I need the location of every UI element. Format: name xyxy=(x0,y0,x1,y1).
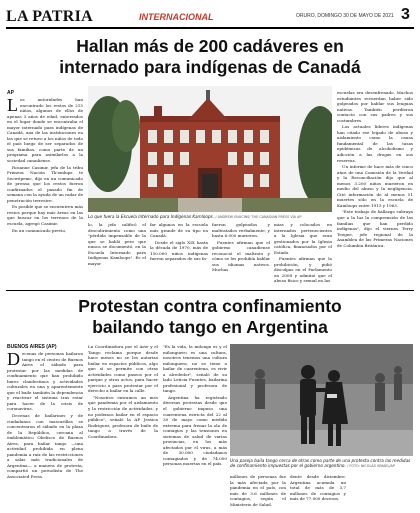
article1-paragraph: Un informe de hace más de cinco años de una Comisión de la Verdad y la Reconciliación dijo que al menos 3.200 niños murieron en medio del abuso y la negligencia. Citó información de al menos 51 muertes sólo en la escuela de Kamloops entre 1915 y 1963. xyxy=(337,164,413,208)
article1-headline-line1: Hallan más de 200 cadáveres en xyxy=(76,36,344,56)
dateline: ORURO, DOMINGO 30 DE MAYO DE 2021 xyxy=(296,13,394,19)
article2-dropcap: D xyxy=(7,351,20,369)
article1-photo xyxy=(88,86,332,212)
article1-paragraph: lo, la jefa calificó el descubrimiento como una "pérdida impensable de la que se habló pero que nunca se documentó, en la Escuela Internado para Indígenas Kamloops". Es el mayor xyxy=(88,222,146,266)
article2-photo xyxy=(230,344,413,456)
article1-paragraph: far algunos en la escuela más grande de su tipo en Canadá. xyxy=(150,222,208,239)
article1-paragraph: Los actuales líderes indígenas han citado ese legado de abuso y aislamiento como la causa fundamental de las tasas epidémicas de alcoholismo y adicción a las drogas en sus reservas. xyxy=(337,124,413,163)
article1-dropcap: L xyxy=(7,97,18,115)
article2-column-1 xyxy=(7,351,83,507)
article1-caption-text: Lo que fuera la Escuela Internado para Indígenas Kamloops. xyxy=(88,214,215,219)
article1-paragraph: fueron golpeados y maltratados verbalmente, y hasta 6.000 murieron. xyxy=(212,222,270,239)
article1-column-3 xyxy=(150,222,208,287)
article1-column-4 xyxy=(212,222,270,287)
article1-column-2 xyxy=(88,222,146,287)
article1-paragraph: Desde el siglo XIX hasta la década de 1970, más de 150.000 niños indígenas fueron separados de sus fa- xyxy=(150,239,208,262)
article2-byline: BUENOS AIRES (AP) xyxy=(7,344,57,350)
article1-paragraph: "Este trabajo de hallazgo subraya que a la luz la comprensión de las familias que han perdido indígenas", dijo el viernes Terry Teegee, jefe regional de la Asamblea de las Primeras Naciones de Columbia Británica. xyxy=(337,209,413,248)
school-building-photo xyxy=(88,86,332,212)
section-label: INTERNACIONAL xyxy=(139,12,214,22)
article1-column-5 xyxy=(274,222,332,287)
article2-column-4 xyxy=(230,474,286,508)
article1-paragraph: En un comunicado previo, xyxy=(12,227,67,233)
page-number: 3 xyxy=(401,6,410,23)
article2-column-5 xyxy=(290,474,346,508)
masthead: LA PATRIA xyxy=(6,8,94,25)
article1-column-6 xyxy=(337,90,413,287)
article1-photo-credit: / ANDREW SNUCINS/ THE CANADIAN PRESS VÍA AP xyxy=(215,215,302,219)
article2-paragraph: La Coordinadora por el Arte y el Tango reclama porque desde hace meses no se les autoriza bailar en espacios públicos, algo que sí se permite con otras actividades como paseos por el parque y otros actos, para hacer ejercicio o para protestar por el derecho a bailar en la calle. xyxy=(88,344,158,394)
article1-paragraph: Fuentes afirman que la prohibición, y pidió disculpas en el Parlamento en 2008 y admitió que el abuso físico y sexual en las xyxy=(274,256,332,284)
header-rule xyxy=(6,27,414,29)
article2-headline-line1: Protestan contra confinamiento xyxy=(78,296,342,316)
article1-paragraph: os autoridades han encontrado los restos de 215 niños, algunos de ellos de apenas 3 años de edad, enterrados en el lugar donde se encontraba el mayor internado para indígenas de Canadá, una de las instituciones en las que se retuvo a los niños de todo el país luego de ser separados de sus familias, como parte de un programa para asimilarlos a la sociedad canadiense. xyxy=(7,97,83,164)
article2-paragraph: "Nosotros entramos un mes que pandemia por el aislamiento y la restricción de actividades, y no podemos bailar en el espacio público", señaló la AP Jessica Rodriguez, profesora de baile de tango a través de la Coordinadora. xyxy=(88,394,158,439)
article1-column-1 xyxy=(7,97,83,287)
tango-dancers-photo xyxy=(230,344,413,456)
article2-photo-credit: / FOTO: NICOLÁS ISMAEL/AP xyxy=(347,464,395,469)
article2-paragraph: "Es la vida, la milonga es y el milonguero es una cultura, nosotros tenemos una cultura milonguera, no se tiene a bailar de cuarentena, es vivir a alrededor", señaló de su lado Leticia Fuentes, bailarina profesional y profesora de tango. xyxy=(163,344,227,394)
article1-paragraph: Rosanne Casimir, jefa de la tribu Primera Nación Tk'emlups te Secwépemc, dijo en un comunicado de prensa que los restos fueron confirmados el pasado fin de semana con la ayuda de un radar de penetración terrestre. xyxy=(7,164,83,203)
article1-paragraph: mias y colocados en internados pertenecientes a la Iglesia que eran gestionados por la Iglesia católica, financiados por el Estado. xyxy=(274,222,332,255)
section-divider xyxy=(6,290,414,291)
article2-paragraph: ecenas de personas bailaron tango en el centro de Buenos Aires el sábado para protestar por las medidas de confinamiento que han prohibido bares clandestinos y actividades culturales en una y aparentemente que el baile también la dependencia y reactivar el sistema tras estar para hacer de la crisis de coronavirus. xyxy=(7,351,83,412)
article1-paragraph: Fuentes afirman que el gobierno canadiense reconoció el maltrato y cómo se les prohibía hablar sus idiomas nativos. Muchas xyxy=(212,239,270,273)
article2-caption xyxy=(230,458,413,470)
article2-paragraph: Argentina ha registrado diversas protestas desde que el gobierno impuso una cuarentena estricta del 22 al 30 de mayo como medida extrema para frenar la ola de contagios y las tensiones en sistemas de salud de varias provincias, en los más afectados por el virus, a más de 30.000 ciudadanos contagiados y de 74.000 personas muertas en el país. xyxy=(163,394,227,467)
article1-headline xyxy=(10,36,410,78)
article2-paragraph: millones de personas fue la más afectada por la pandemia en el país, con más de 3.6 millones de contagios, según el Ministerio de Salud. xyxy=(230,474,286,507)
article2-headline-line2: bailando tango en Argentina xyxy=(92,317,328,337)
article2-headline xyxy=(10,296,410,338)
article2-column-2 xyxy=(88,344,158,507)
article2-paragraph: dente desde diciembre. Argentina acumula un total de más de 3,7 millones de contagios y más de 77.000 decesos. xyxy=(290,474,346,502)
article1-headline-line2: internado para indígenas de Canadá xyxy=(59,57,361,77)
article1-caption xyxy=(88,214,332,220)
article2-column-3 xyxy=(163,344,227,507)
article1-byline: AP xyxy=(7,90,14,96)
article2-paragraph: Decenas de bailarines y de ciudadanos con mascarillas se concentraron el sábado en la plaza de la República, cercana al emblemático Obelisco de Buenos Aires, para bailar tango —una actividad prohibida en plena pandemia a raíz de las restricciones a salas más tradicionales de Argentina— a manera de protesta, compartió un periodista de The Associated Press. xyxy=(7,413,83,480)
article1-paragraph: Es posible que se encuentren más restos porque hay más áreas en las que buscar en los terrenos de la escuela, agregó Casimir. xyxy=(7,204,83,227)
article1-paragraph: escuelas era desenfrenado. Muchos estudiantes recuerdan haber sido golpeados por hablar sus lenguas nativas. También perdieron contacto con sus padres y sus costumbres. xyxy=(337,90,413,123)
article2-caption-text: Una pareja baila tango cerca de otras como parte de una protesta contra las medidas de confinamiento impuestas por el gobierno argentino. xyxy=(230,458,411,469)
